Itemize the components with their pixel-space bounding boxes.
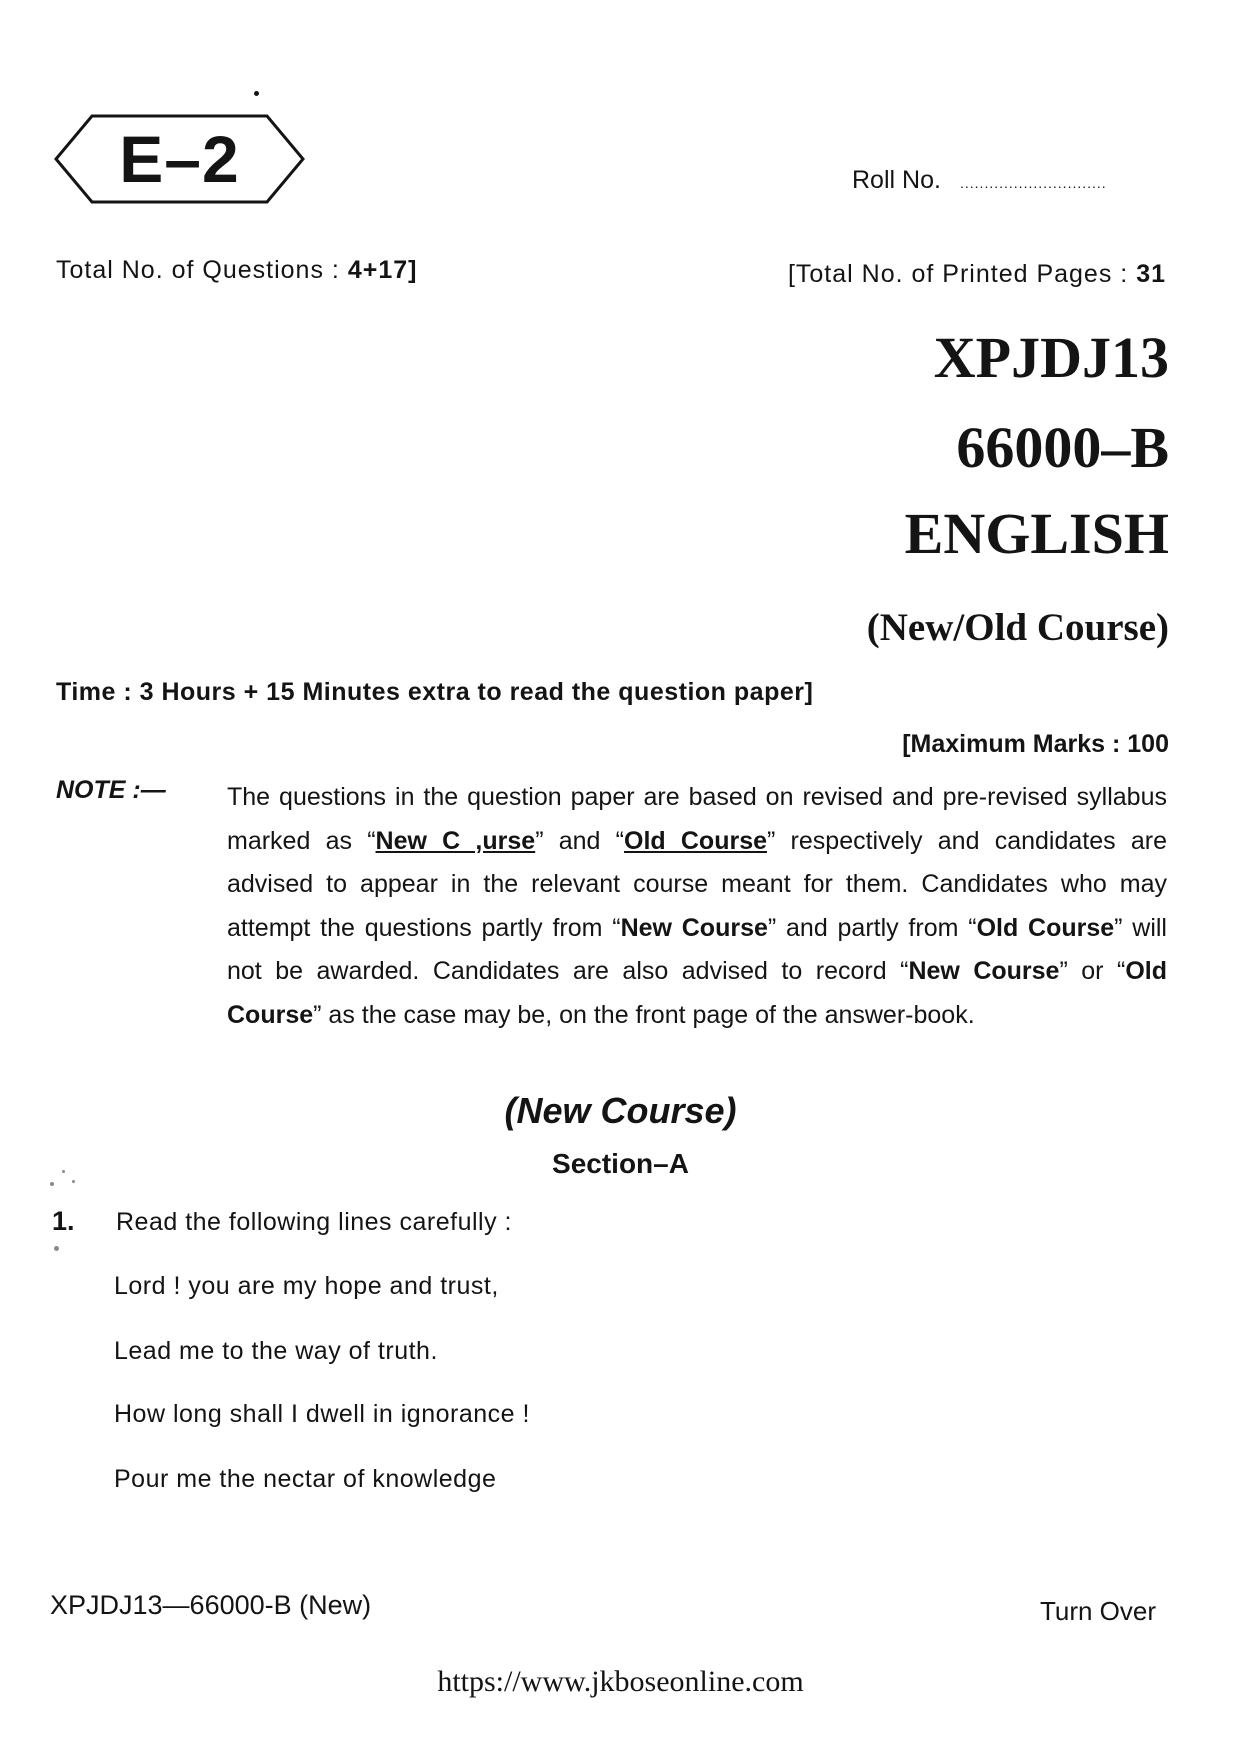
total-pages [788, 260, 1166, 289]
note-bold-6: Old Course [227, 957, 1167, 1029]
turn-over-label: Turn Over [1039, 1596, 1156, 1626]
paper-code: XPJDJ13 [933, 325, 1169, 390]
course-heading: (New Course) [504, 1090, 737, 1131]
note-label: NOTE :— [56, 776, 166, 804]
note-text-2: ” and “ [535, 826, 624, 855]
note-text-5: ” will not be awarded. Candidates are also advised to record “ [227, 913, 1167, 985]
section-heading: Section–A [552, 1148, 689, 1179]
note-bold-4: Old Course [976, 913, 1115, 942]
scan-speck [54, 1246, 59, 1251]
question-number: 1. [52, 1206, 75, 1236]
note-text-1: The questions in the question paper are based on revised and pre-revised syllabus marked as “ [227, 783, 1167, 855]
scan-speck [62, 1170, 65, 1173]
note-text [227, 776, 1167, 1037]
note-text-3: ” respectively and candidates are advised to appear in the relevant course meant for them. Candidates who may attempt the questions partly from “ [227, 826, 1167, 942]
maximum-marks: [Maximum Marks : 100 [902, 730, 1169, 758]
total-pages-label: [Total No. of Printed Pages : [787, 260, 1129, 288]
question-prompt: Read the following lines carefully : [116, 1208, 512, 1236]
note-text-4: ” and partly from “ [767, 913, 977, 942]
note-bold-1: New C ,urse [375, 826, 536, 855]
ink-dot [254, 91, 259, 96]
total-questions-label: Total No. of Questions : [56, 256, 340, 284]
time-line: Time : 3 Hours + 15 Minutes extra to read the question paper] [56, 678, 814, 706]
poem-line: Lord ! you are my hope and trust, [114, 1272, 499, 1300]
source-url[interactable]: https://www.jkboseonline.com [437, 1665, 804, 1698]
poem-line: Lead me to the way of truth. [114, 1337, 438, 1365]
roll-no-blank: .............................. [960, 175, 1107, 191]
note-bold-5: New Course [908, 957, 1060, 985]
total-questions-value: 4+17] [347, 256, 418, 284]
note-bold-2: Old Course [624, 826, 768, 855]
total-pages-value: 31 [1136, 260, 1166, 288]
scan-speck [50, 1182, 54, 1186]
roll-no-label: Roll No. [852, 166, 941, 194]
note-text-6: ” or “ [1059, 957, 1126, 985]
paper-set-badge [52, 112, 307, 206]
scan-speck [72, 1180, 75, 1183]
poem-line: Pour me the nectar of knowledge [114, 1465, 497, 1493]
badge-label: E–2 [119, 122, 240, 196]
note-bold-3: New Course [620, 913, 768, 942]
paper-number: 66000–B [956, 415, 1169, 480]
total-questions [56, 256, 417, 285]
subject-title: ENGLISH [904, 501, 1169, 566]
footer-paper-code: XPJDJ13—66000-B (New) [50, 1590, 372, 1620]
course-subtitle: (New/Old Course) [866, 606, 1169, 649]
note-text-7: ” as the case may be, on the front page of the answer-book. [313, 1000, 975, 1029]
poem-line: How long shall I dwell in ignorance ! [114, 1400, 530, 1428]
